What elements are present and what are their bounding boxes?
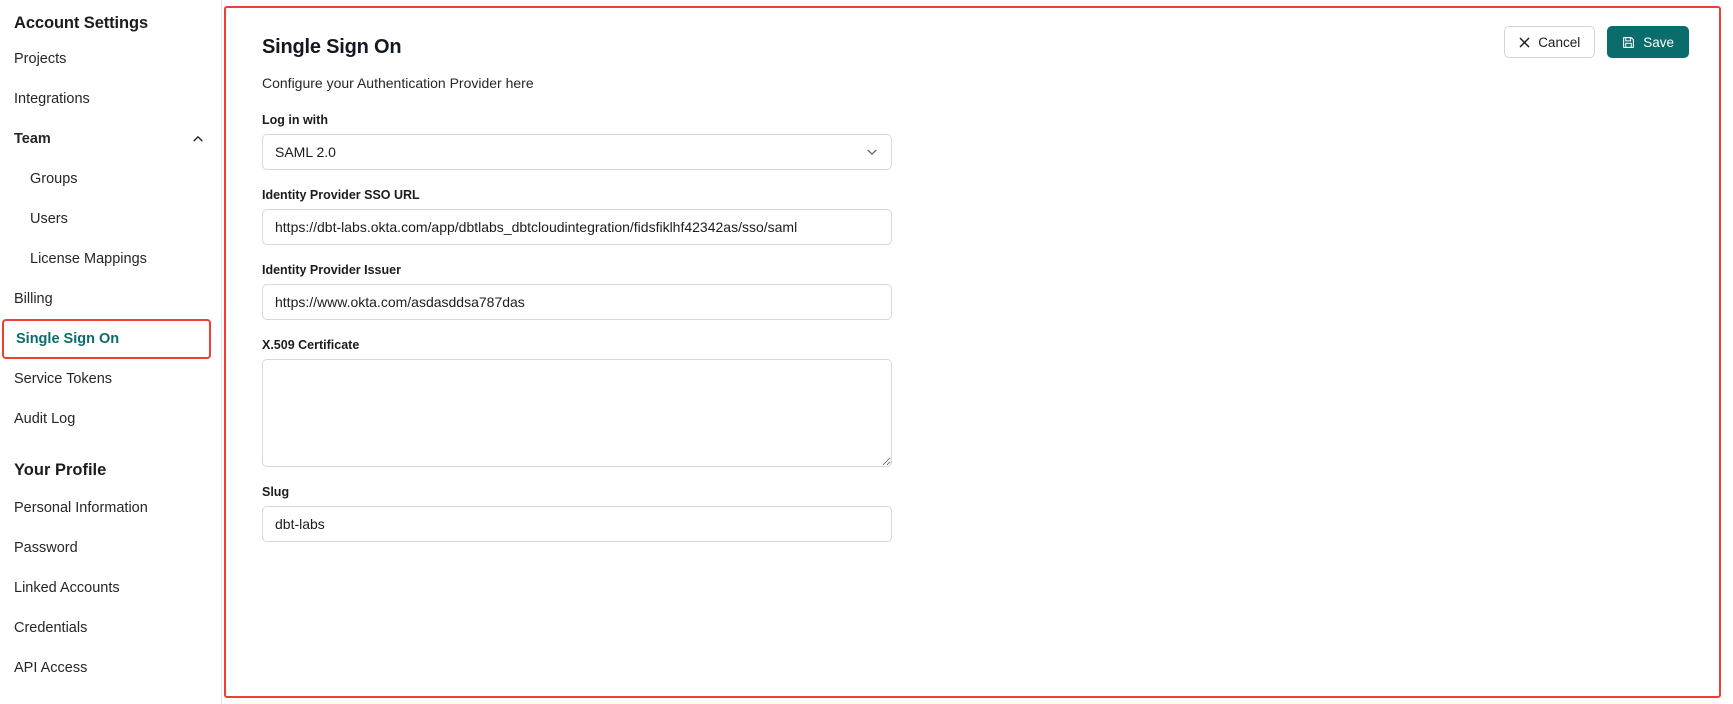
sidebar-item-label: Team: [14, 131, 51, 147]
cancel-button[interactable]: [1504, 26, 1595, 58]
slug-label: Slug: [262, 485, 290, 499]
save-button-label: Save: [1643, 34, 1674, 50]
sidebar-item-users[interactable]: [0, 199, 221, 239]
certificate-textarea[interactable]: [262, 359, 892, 467]
field-login-with: [262, 113, 892, 170]
issuer-input[interactable]: [262, 284, 892, 320]
main-content: [222, 0, 1733, 704]
sidebar-item-personal-information[interactable]: [0, 488, 221, 528]
page-title: Single Sign On: [262, 36, 402, 58]
sidebar-item-license-mappings[interactable]: [0, 239, 221, 279]
content-highlight-outline: [224, 6, 1721, 698]
sidebar-item-label: Linked Accounts: [14, 580, 120, 596]
save-button[interactable]: [1607, 26, 1689, 58]
sidebar: [0, 0, 222, 704]
sidebar-item-label: Audit Log: [14, 411, 76, 427]
sidebar-item-integrations[interactable]: [0, 79, 221, 119]
field-certificate: [262, 338, 892, 467]
sidebar-item-groups[interactable]: [0, 159, 221, 199]
sidebar-item-label: License Mappings: [30, 251, 147, 267]
sidebar-item-projects[interactable]: [0, 39, 221, 79]
sidebar-item-label: Integrations: [14, 91, 90, 107]
sidebar-item-label: Groups: [30, 171, 78, 187]
login-with-value: SAML 2.0: [275, 144, 336, 160]
sso-form: [262, 113, 892, 542]
sso-url-input[interactable]: [262, 209, 892, 245]
sidebar-item-label: Users: [30, 211, 68, 227]
issuer-label: Identity Provider Issuer: [262, 263, 401, 277]
sidebar-item-label: Single Sign On: [16, 331, 120, 347]
sidebar-title: Account Settings: [14, 14, 149, 32]
sidebar-item-billing[interactable]: [0, 279, 221, 319]
close-icon: [1519, 37, 1530, 48]
save-disk-icon: [1622, 36, 1635, 49]
slug-input[interactable]: [262, 506, 892, 542]
sidebar-section-your-profile: Your Profile: [14, 461, 107, 479]
panel-actions: [1504, 26, 1689, 58]
sidebar-item-single-sign-on[interactable]: [2, 319, 211, 359]
login-with-label: Log in with: [262, 113, 328, 127]
sidebar-item-audit-log[interactable]: [0, 399, 221, 439]
sidebar-item-linked-accounts[interactable]: [0, 568, 221, 608]
sidebar-item-label: Billing: [14, 291, 53, 307]
cancel-button-label: Cancel: [1538, 34, 1581, 50]
field-slug: [262, 485, 892, 542]
sidebar-item-team[interactable]: [0, 119, 221, 159]
sidebar-item-label: Projects: [14, 51, 67, 67]
field-sso-url: [262, 188, 892, 245]
sidebar-item-label: Credentials: [14, 620, 88, 636]
chevron-up-icon[interactable]: [191, 132, 205, 146]
sidebar-item-label: Password: [14, 540, 78, 556]
sidebar-item-service-tokens[interactable]: [0, 359, 221, 399]
chevron-down-icon[interactable]: [865, 145, 879, 159]
sso-url-label: Identity Provider SSO URL: [262, 188, 420, 202]
certificate-label: X.509 Certificate: [262, 338, 360, 352]
login-with-select[interactable]: [262, 134, 892, 170]
sidebar-item-label: Service Tokens: [14, 371, 113, 387]
sidebar-item-password[interactable]: [0, 528, 221, 568]
page-subtitle: Configure your Authentication Provider here: [262, 75, 534, 91]
sidebar-item-credentials[interactable]: [0, 608, 221, 648]
sidebar-item-label: Personal Information: [14, 500, 148, 516]
field-issuer: [262, 263, 892, 320]
sidebar-item-api-access[interactable]: [0, 648, 221, 688]
sso-settings-panel: [226, 8, 1719, 696]
sidebar-item-label: API Access: [14, 660, 88, 676]
